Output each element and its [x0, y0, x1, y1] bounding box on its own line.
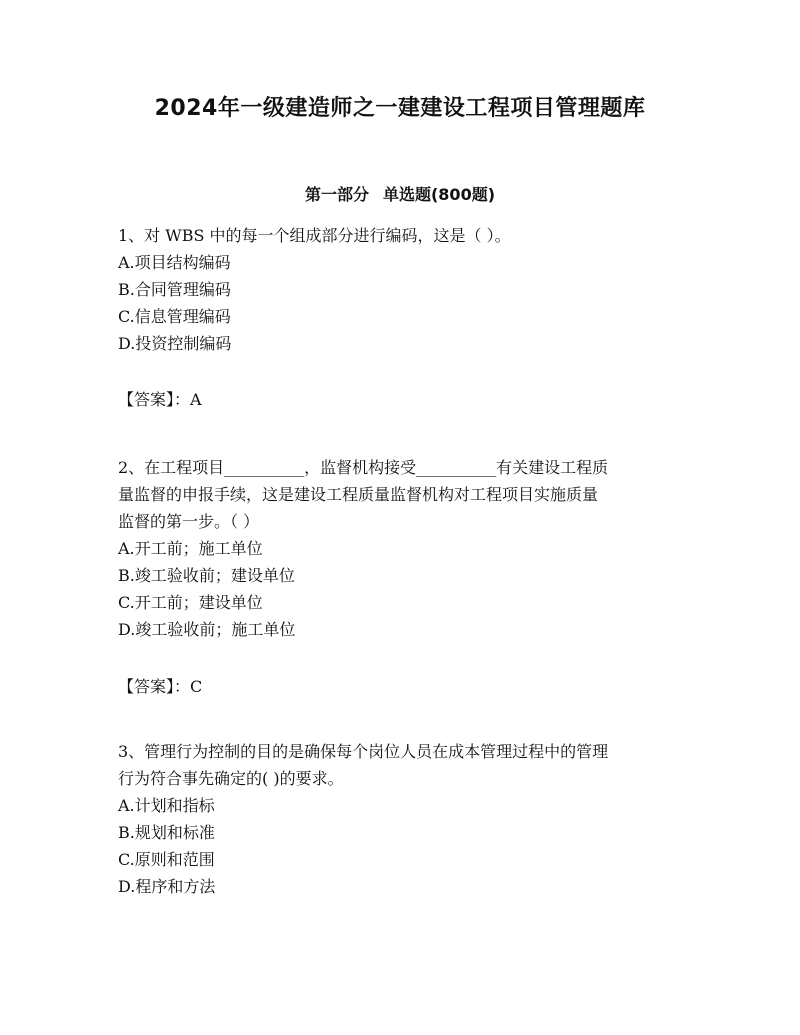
option-d: D.投资控制编码 — [118, 334, 232, 353]
option-b: B.规划和标准 — [118, 823, 215, 842]
question-stem-line: 行为符合事先确定的( )的要求。 — [118, 769, 344, 788]
question-stem: 1、对 WBS 中的每一个组成部分进行编码，这是（ ）。 — [118, 226, 511, 245]
option-b: B.竣工验收前；建设单位 — [118, 566, 295, 585]
question-1 — [118, 222, 678, 357]
section-part: 第一部分 — [304, 185, 369, 204]
question-stem-line: 监督的第一步。（ ） — [118, 512, 260, 531]
question-stem-line: 3、管理行为控制的目的是确保每个岗位人员在成本管理过程中的管理 — [118, 742, 609, 761]
answer-1: 【答案】：A — [118, 390, 202, 409]
question-2 — [118, 454, 678, 643]
question-stem-line: 2、在工程项目__________，监督机构接受__________有关建设工程质 — [118, 458, 609, 477]
option-a: A.项目结构编码 — [118, 253, 231, 272]
option-a: A.开工前；施工单位 — [118, 539, 263, 558]
section-type: 单选题(800题) — [382, 185, 496, 204]
section-heading — [0, 182, 800, 208]
question-3 — [118, 738, 678, 900]
option-b: B.合同管理编码 — [118, 280, 231, 299]
option-d: D.程序和方法 — [118, 877, 216, 896]
option-a: A.计划和指标 — [118, 796, 215, 815]
document-title: 2024年一级建造师之一建建设工程项目管理题库 — [154, 96, 646, 121]
answer-2: 【答案】：C — [118, 677, 203, 696]
option-d: D.竣工验收前；施工单位 — [118, 620, 296, 639]
option-c: C.开工前；建设单位 — [118, 593, 263, 612]
option-c: C.原则和范围 — [118, 850, 215, 869]
option-c: C.信息管理编码 — [118, 307, 231, 326]
question-stem-line: 量监督的申报手续，这是建设工程质量监督机构对工程项目实施质量 — [118, 485, 599, 504]
